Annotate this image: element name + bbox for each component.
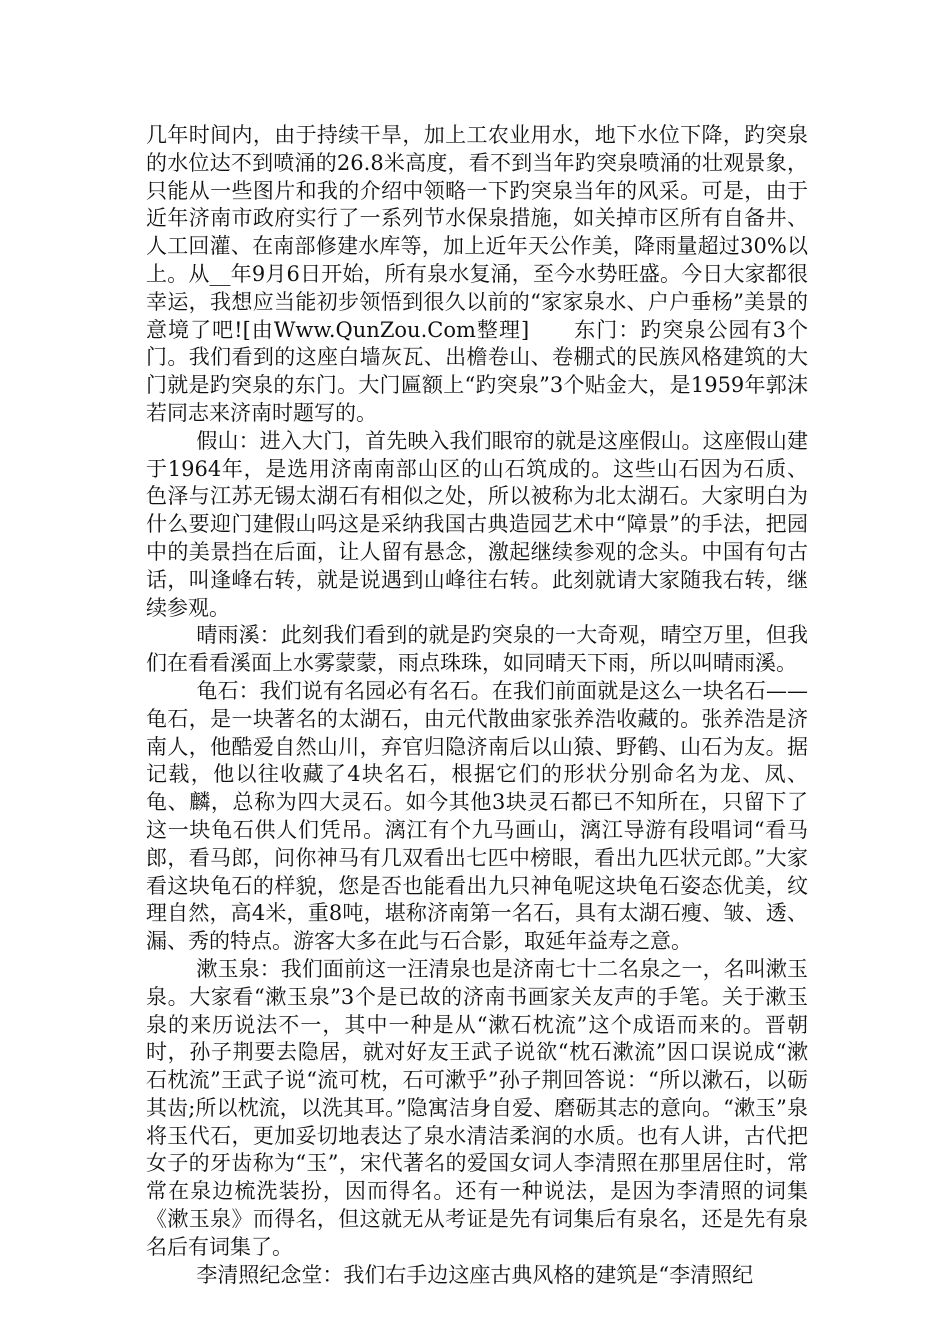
paragraph-li-qingzhao-hall: 李清照纪念堂：我们右手边这座古典风格的建筑是“李清照纪	[196, 1262, 754, 1287]
paragraph-shuyu-spring: 漱玉泉：我们面前这一汪清泉也是济南七十二名泉之一，名叫漱玉泉。大家看“漱玉泉”3个是已故的济南书画家关友声的手笔。关于漱玉泉的来历说法不一，其中一种是从“漱石枕流”这个成语而来的。晋朝时，孙子荆要去隐居，就对好友王武子说欲“枕石漱流”因口误说成“漱石枕流”王武子说“流可枕，石可漱乎”孙子荆回答说：“所以漱石，以砺其齿;所以枕流，以洗其耳。”隐寓洁身自爱、磨砺其志的意向。“漱玉”泉将玉代石，更加妥切地表达了泉水清洁柔润的水质。也有人讲，古代把女子的牙齿称为“玉”，宋代著名的爱国女词人李清照在那里居住时，常常在泉边梳洗装扮，因而得名。还有一种说法，是因为李清照的词集《漱玉泉》而得名，但这就无从考证是先有词集后有泉名，还是先有泉名后有词集了。	[146, 956, 808, 1259]
paragraph-qingyu-creek: 晴雨溪：此刻我们看到的就是趵突泉的一大奇观，晴空万里，但我们在看看溪面上水雾蒙蒙，雨点珠珠，如同晴天下雨，所以叫晴雨溪。	[146, 623, 808, 676]
paragraph-turtle-stone: 龟石：我们说有名园必有名石。在我们前面就是这么一块名石——龟石，是一块著名的太湖石，由元代散曲家张养浩收藏的。张养浩是济南人，他酷爱自然山川，弃官归隐济南后以山猿、野鹤、山石为友。据记载，他以往收藏了4块名石，根据它们的形状分别命名为龙、凤、龟、麟，总称为四大灵石。如今其他3块灵石都已不知所在，只留下了这一块龟石供人们凭吊。漓江有个九马画山，漓江导游有段唱词“看马郎，看马郎，问你神马有几双看出七匹中榜眼，看出九匹状元郎。”大家看这块龟石的样貌，您是否也能看出九只神龟呢这块龟石姿态优美，纹理自然，高4米，重8吨，堪称济南第一名石，具有太湖石瘦、皱、透、漏、秀的特点。游客大多在此与石合影，取延年益寿之意。	[146, 678, 808, 954]
body-text	[146, 122, 808, 1289]
paragraph-rockery: 假山：进入大门，首先映入我们眼帘的就是这座假山。这座假山建于1964年，是选用济南南部山区的山石筑成的。这些山石因为石质、色泽与江苏无锡太湖石有相似之处，所以被称为北太湖石。大家明白为什么要迎门建假山吗这是采纳我国古典造园艺术中“障景”的手法，把园中的美景挡在后面，让人留有悬念，激起继续参观的念头。中国有句古话，叫逢峰右转，就是说遇到山峰往右转。此刻就请大家随我右转，继续参观。	[146, 428, 808, 620]
paragraph-east-gate: 几年时间内，由于持续干旱，加上工农业用水，地下水位下降，趵突泉的水位达不到喷涌的26.8米高度，看不到当年趵突泉喷涌的壮观景象，只能从一些图片和我的介绍中领略一下趵突泉当年的风采。可是，由于近年济南市政府实行了一系列节水保泉措施，如关掉市区所有自备井、人工回灌、在南部修建水库等，加上近年天公作美，降雨量超过30%以上。从__年9月6日开始，所有泉水复涌，至今水势旺盛。今日大家都很幸运，我想应当能初步领悟到很久以前的“家家泉水、户户垂杨”美景的意境了吧![由Www.QunZou.Com整理] 东门：趵突泉公园有3个门。我们看到的这座白墙灰瓦、出檐卷山、卷棚式的民族风格建筑的大门就是趵突泉的东门。大门匾额上“趵突泉”3个贴金大，是1959年郭沫若同志来济南时题写的。	[146, 123, 808, 425]
